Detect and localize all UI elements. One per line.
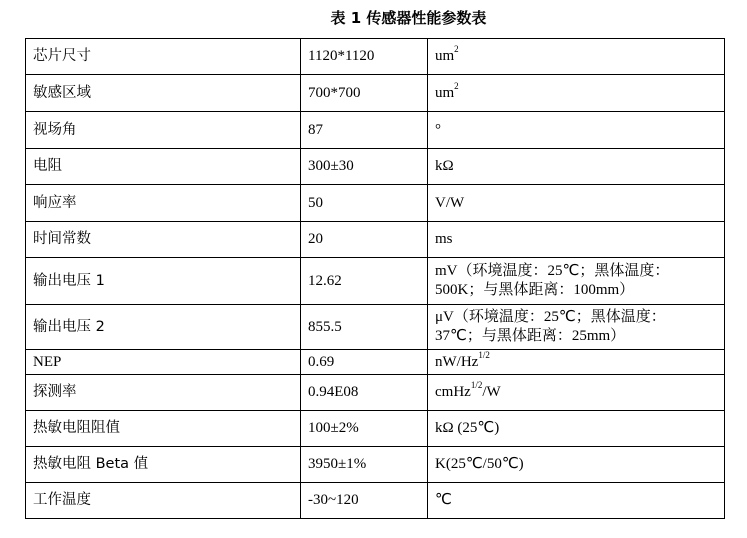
table-row bbox=[26, 350, 725, 375]
unit-cell: kΩ bbox=[428, 149, 725, 185]
unit-text: /W bbox=[482, 384, 501, 400]
param-cell: 响应率 bbox=[26, 185, 301, 222]
param-cell: 热敏电阻 Beta 值 bbox=[26, 447, 301, 483]
param-cell: 探测率 bbox=[26, 375, 301, 411]
table-row bbox=[26, 411, 725, 447]
unit-text: um bbox=[435, 84, 455, 101]
unit-cell bbox=[428, 39, 725, 75]
param-cell: 芯片尺寸 bbox=[26, 39, 301, 75]
value-cell: 3950±1% bbox=[301, 447, 428, 483]
table-row bbox=[26, 375, 725, 411]
param-cell: 输出电压 2 bbox=[26, 305, 301, 350]
unit-cell bbox=[428, 350, 725, 375]
unit-cell: ℃ bbox=[428, 483, 725, 519]
table-row bbox=[26, 39, 725, 75]
param-cell: 热敏电阻阻值 bbox=[26, 411, 301, 447]
param-cell: 视场角 bbox=[26, 112, 301, 149]
param-cell: 工作温度 bbox=[26, 483, 301, 519]
unit-cell bbox=[428, 305, 725, 350]
param-cell: 敏感区域 bbox=[26, 75, 301, 112]
unit-cell bbox=[428, 375, 725, 411]
unit-cell: K(25℃/50℃) bbox=[428, 447, 725, 483]
table-row bbox=[26, 75, 725, 112]
unit-cell: ms bbox=[428, 222, 725, 258]
table-row bbox=[26, 112, 725, 149]
unit-superscript: 1/2 bbox=[470, 380, 483, 390]
value-cell: 20 bbox=[301, 222, 428, 258]
param-cell: NEP bbox=[26, 350, 301, 375]
param-cell: 时间常数 bbox=[26, 222, 301, 258]
unit-superscript: 1/2 bbox=[478, 349, 490, 360]
unit-line: mV（环境温度：25℃；黑体温度： bbox=[435, 263, 670, 279]
unit-cell: V/W bbox=[428, 185, 725, 222]
table-title: 表 1 传感器性能参数表 bbox=[330, 9, 487, 27]
table-row bbox=[26, 222, 725, 258]
value-cell: 100±2% bbox=[301, 411, 428, 447]
table-row bbox=[26, 447, 725, 483]
unit-cell bbox=[428, 258, 725, 305]
param-cell: 输出电压 1 bbox=[26, 258, 301, 305]
value-cell: 87 bbox=[301, 112, 428, 149]
value-cell: 855.5 bbox=[301, 305, 428, 350]
unit-text: um bbox=[435, 48, 455, 64]
value-cell: 300±30 bbox=[301, 149, 428, 185]
value-cell: 0.69 bbox=[301, 350, 428, 375]
table-row bbox=[26, 305, 725, 350]
unit-text: cmHz bbox=[435, 384, 471, 400]
value-cell: 700*700 bbox=[301, 75, 428, 112]
unit-text: nW/Hz bbox=[435, 353, 479, 370]
unit-line: μV（环境温度：25℃；黑体温度： bbox=[435, 309, 666, 325]
sensor-parameter-table bbox=[25, 38, 725, 519]
table-row bbox=[26, 258, 725, 305]
value-cell: -30~120 bbox=[301, 483, 428, 519]
value-cell: 12.62 bbox=[301, 258, 428, 305]
table-row bbox=[26, 185, 725, 222]
unit-line: 500K；与黑体距离：100mm） bbox=[435, 282, 635, 298]
value-cell: 50 bbox=[301, 185, 428, 222]
unit-superscript: 2 bbox=[454, 44, 459, 54]
table-row bbox=[26, 149, 725, 185]
param-cell: 电阻 bbox=[26, 149, 301, 185]
unit-cell: ° bbox=[428, 112, 725, 149]
table-row bbox=[26, 483, 725, 519]
unit-cell: kΩ (25℃) bbox=[428, 411, 725, 447]
value-cell: 1120*1120 bbox=[301, 39, 428, 75]
unit-line: 37℃；与黑体距离：25mm） bbox=[435, 328, 626, 344]
value-cell: 0.94E08 bbox=[301, 375, 428, 411]
unit-cell bbox=[428, 75, 725, 112]
unit-superscript: 2 bbox=[454, 80, 459, 91]
